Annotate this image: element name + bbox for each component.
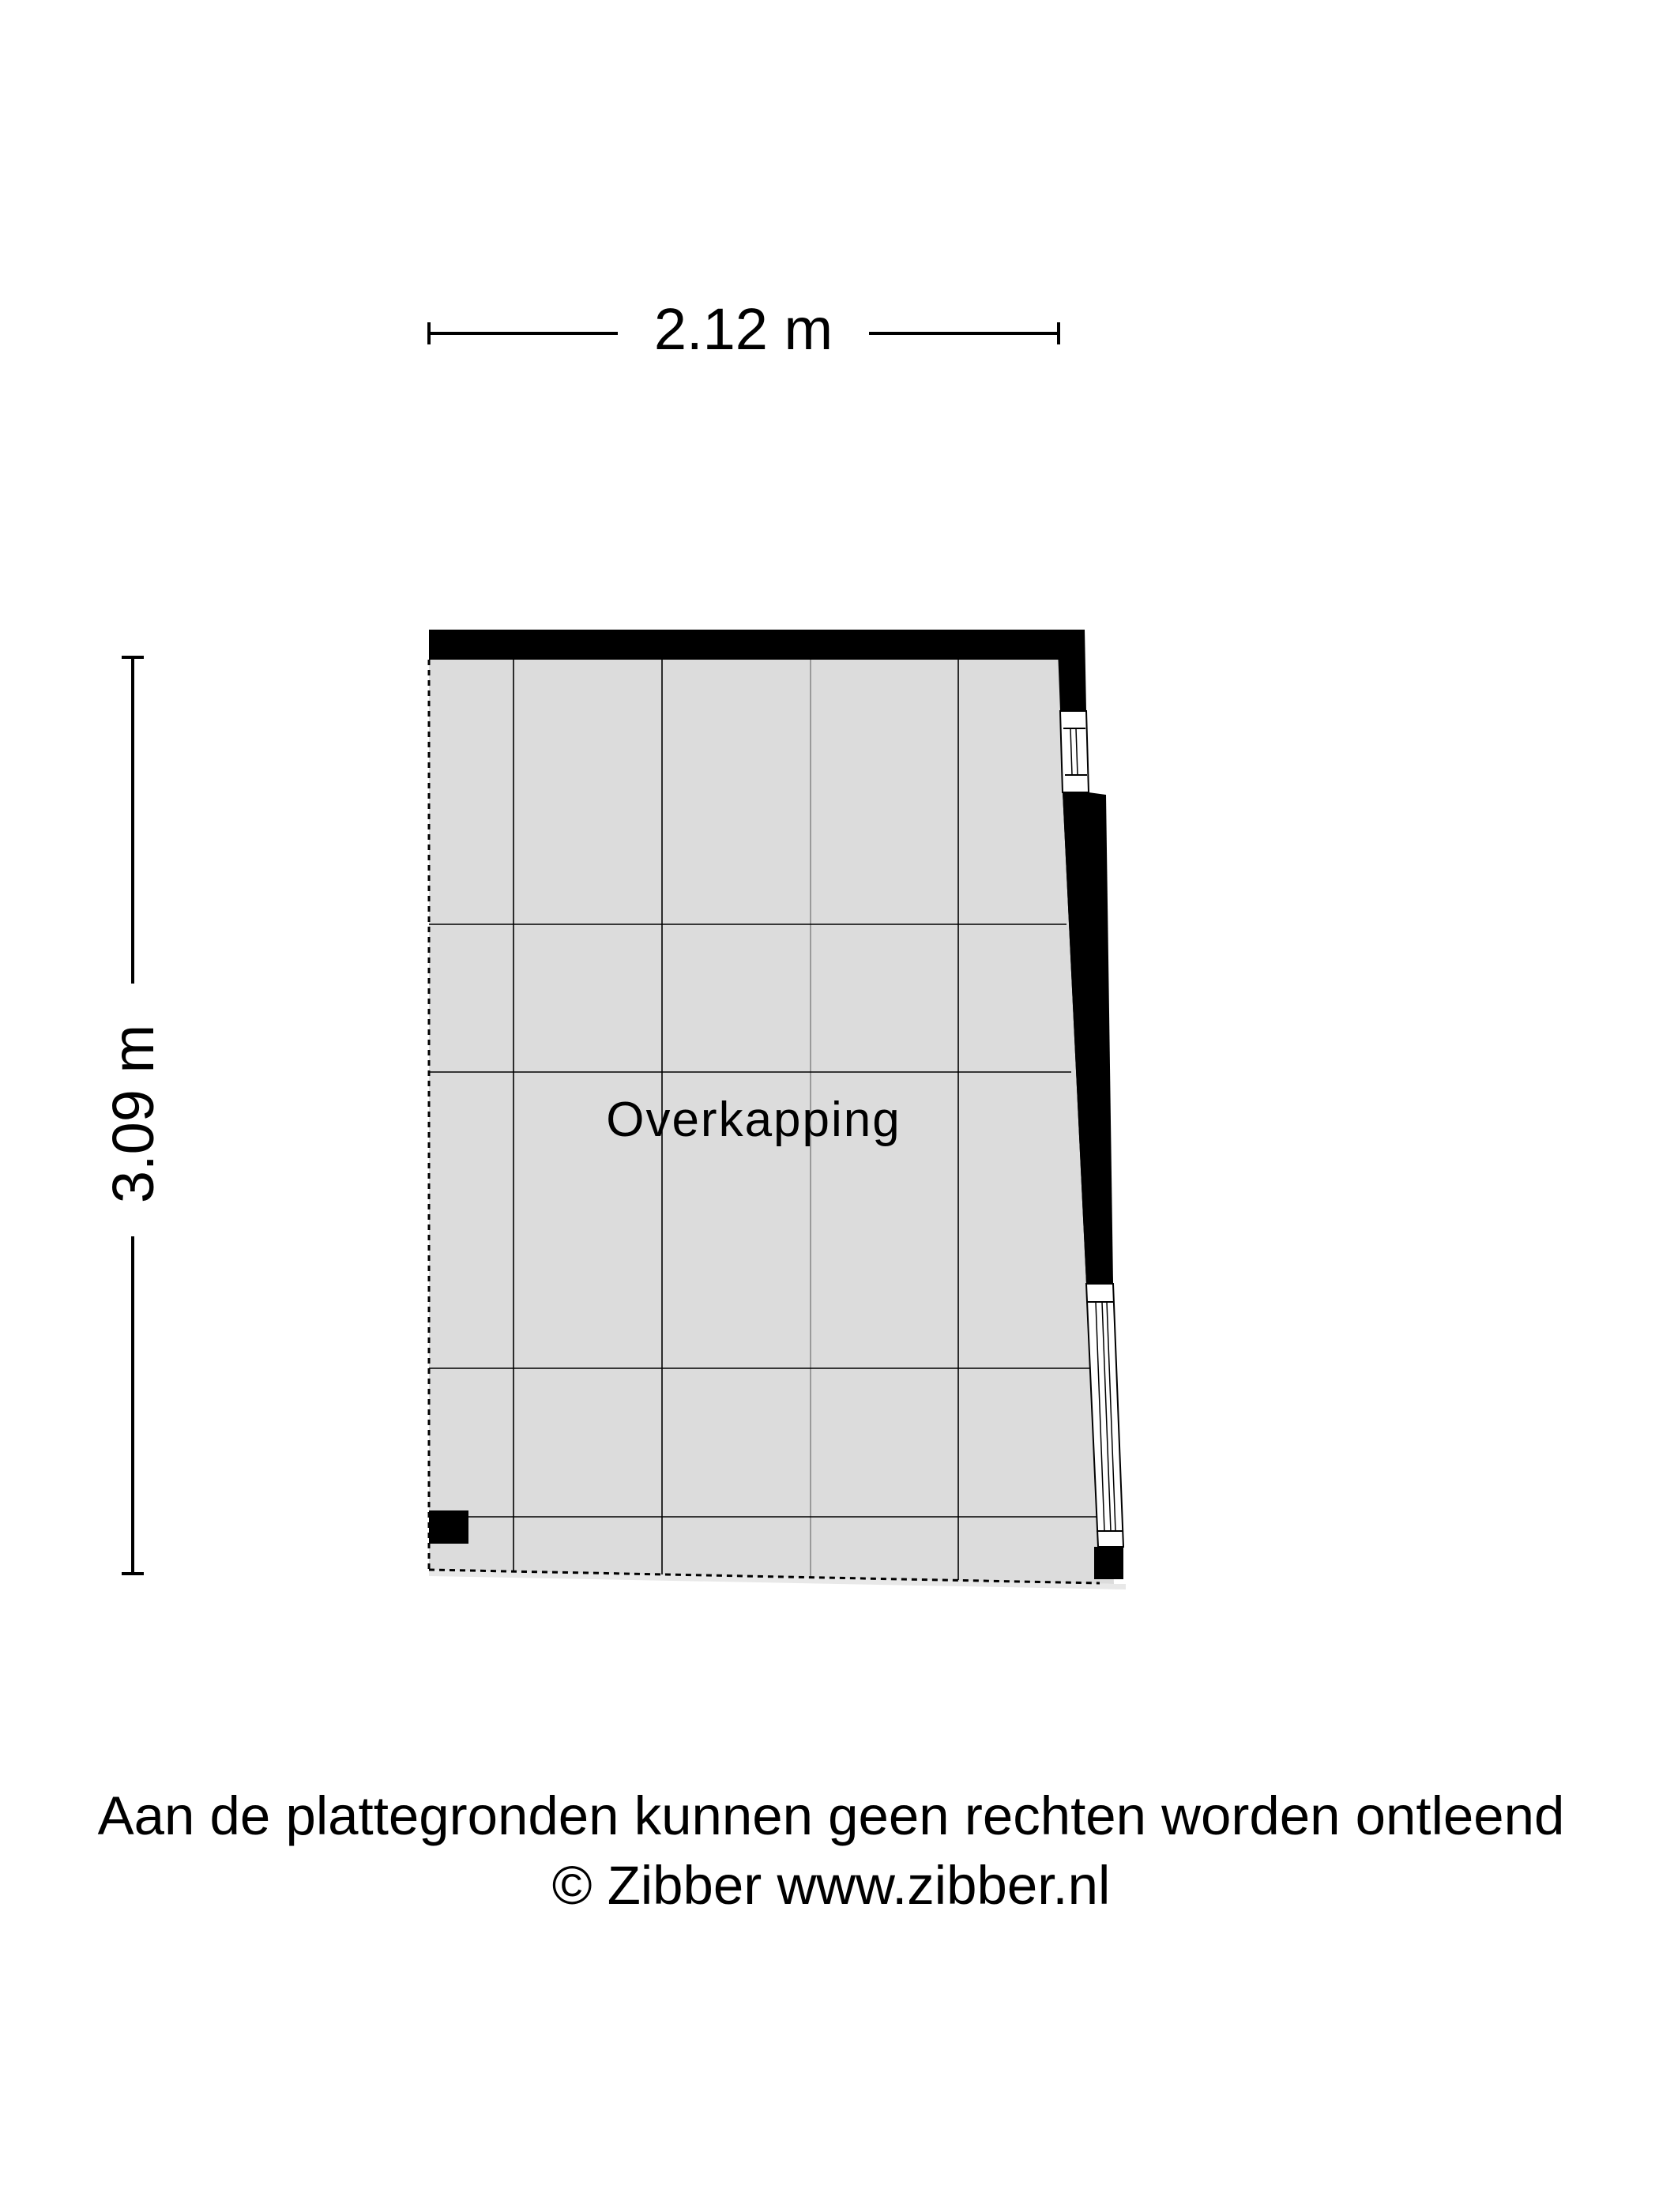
copyright-text: © Zibber www.zibber.nl — [551, 1855, 1111, 1916]
wall-right-upper — [1057, 630, 1086, 711]
width-dimension-label: 2.12 m — [653, 296, 833, 362]
footer — [98, 1785, 1565, 1916]
support-column — [429, 1510, 468, 1544]
room-label: Overkapping — [606, 1093, 901, 1147]
wall-top — [429, 630, 1085, 660]
disclaimer-text: Aan de plattegronden kunnen geen rechten worden ontleend — [97, 1785, 1565, 1846]
room — [429, 630, 1126, 1589]
height-dimension — [100, 657, 166, 1574]
width-dimension — [429, 296, 1059, 362]
window-upper — [1060, 711, 1089, 792]
height-dimension-label: 3.09 m — [100, 1024, 166, 1204]
window-frame — [1060, 711, 1089, 792]
wall-right-post — [1094, 1547, 1123, 1579]
